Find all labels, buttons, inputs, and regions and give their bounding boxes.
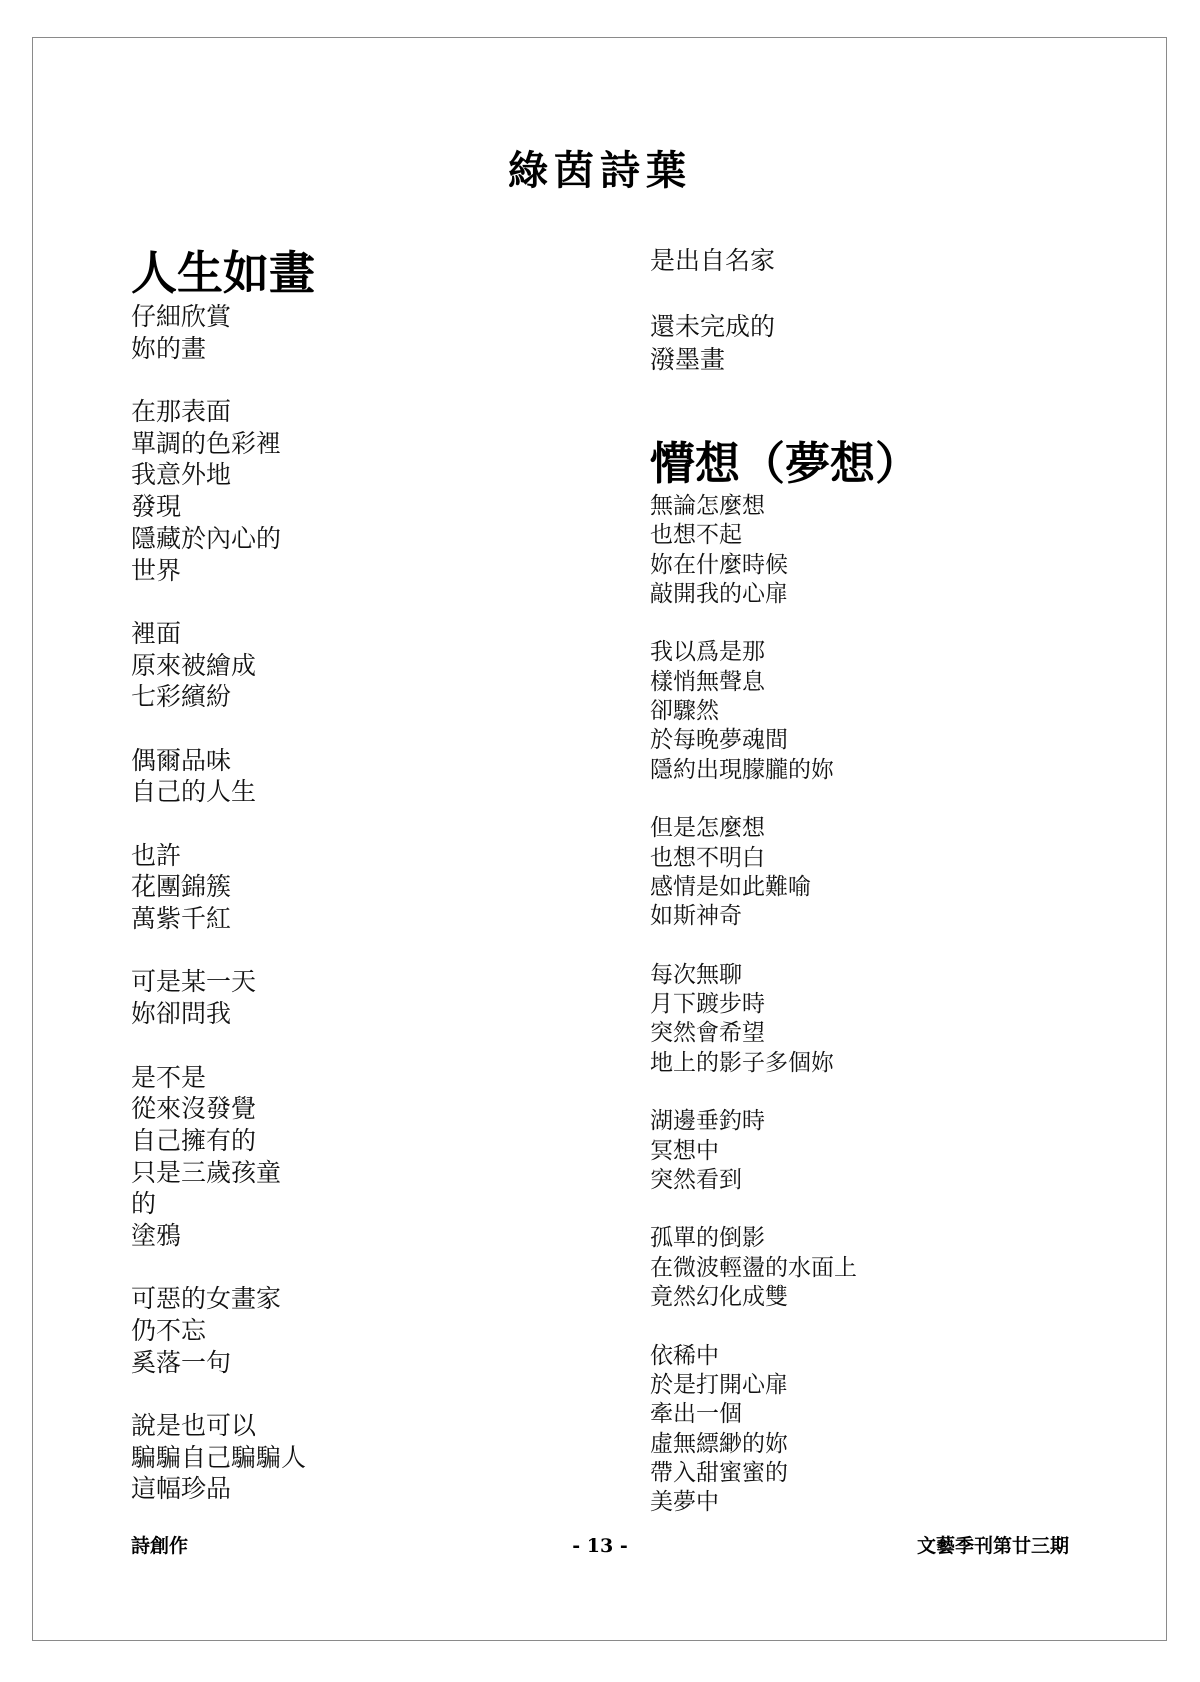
section-title: 綠茵詩葉 (508, 147, 692, 194)
poem-line: 妳卻問我 (131, 999, 232, 1029)
poem-line: 可惡的女畫家 (131, 1284, 282, 1314)
poem-line: 在那表面 (131, 397, 232, 427)
stanza (650, 961, 1090, 1078)
poem-line: 可是某一天 (131, 967, 257, 997)
left-column (131, 245, 571, 1505)
poem-line: 突然看到 (650, 1166, 742, 1193)
stanza (650, 1342, 1090, 1518)
poem-line: 我以爲是那 (650, 639, 765, 666)
poem-line: 虛無縹緲的妳 (650, 1430, 788, 1457)
poem-line: 冥想中 (650, 1137, 719, 1164)
poem-line: 是不是 (131, 1062, 207, 1092)
poem-line: 仔細欣賞 (131, 302, 232, 331)
poem-line: 自己擁有的 (131, 1125, 257, 1155)
footer-publication: 文藝季刊第廿三期 (916, 1535, 1069, 1557)
poem-line: 無論怎麼想 (650, 493, 765, 519)
poem-line: 敲開我的心扉 (650, 580, 788, 607)
poem-line: 從來沒發覺 (131, 1094, 257, 1124)
stanza (131, 840, 571, 935)
poem-line: 裡面 (131, 618, 182, 648)
stanza (131, 1410, 571, 1505)
stanza (650, 1224, 1090, 1312)
poem-line: 原來被繪成 (131, 650, 257, 680)
poem-title: 人生如畫 (131, 246, 315, 300)
poem-line: 妳在什麼時候 (650, 551, 788, 578)
poem-line: 感情是如此難喻 (650, 873, 811, 900)
stanza (650, 244, 1090, 277)
poem-line: 說是也可以 (131, 1411, 257, 1441)
poem-line: 也想不明白 (650, 844, 765, 871)
poem-line: 也許 (131, 840, 182, 870)
poem-line: 但是怎麼想 (650, 815, 765, 842)
poem-line: 孤單的倒影 (650, 1225, 765, 1252)
poem-line: 地上的影子多個妳 (650, 1049, 834, 1076)
stanza (650, 492, 1090, 609)
poem-line: 花團錦簇 (131, 872, 232, 902)
poem-line: 世界 (131, 555, 182, 585)
footer-category: 詩創作 (131, 1535, 189, 1557)
poem-line: 湖邊垂釣時 (650, 1108, 765, 1135)
poem-line: 仍不忘 (131, 1316, 207, 1345)
poem-line: 塗鴉 (131, 1220, 182, 1250)
poem-line: 潑墨畫 (650, 344, 726, 374)
poem-line: 卻驟然 (650, 698, 719, 725)
poem-line: 偶爾品味 (131, 745, 232, 775)
right-column-poem (650, 436, 1090, 1517)
poem-line: 七彩繽紛 (131, 682, 232, 712)
stanza (650, 814, 1090, 931)
stanza (131, 966, 571, 1029)
poem-line: 月下踱步時 (650, 991, 765, 1018)
poem-line: 萬紫千紅 (131, 904, 232, 934)
poem-line: 依稀中 (650, 1342, 719, 1369)
stanza (650, 638, 1090, 784)
poem-line: 奚落一句 (131, 1347, 232, 1377)
poem-line: 這幅珍品 (131, 1474, 232, 1504)
poem-line: 隱約出現朦朧的妳 (650, 756, 834, 783)
poem-line: 如斯神奇 (650, 903, 742, 930)
poem-line: 隱藏於內心的 (131, 523, 282, 553)
poem-line: 於每晚夢魂間 (650, 727, 788, 754)
stanza (131, 1062, 571, 1252)
poem-line: 我意外地 (131, 460, 232, 490)
poem-continuation (650, 244, 1090, 376)
poem-line: 於是打開心扉 (650, 1371, 788, 1398)
page-number: - 13 - (572, 1535, 628, 1557)
stanza (131, 745, 571, 808)
poem-line: 竟然幻化成雙 (650, 1284, 788, 1311)
poem-line: 妳的畫 (131, 333, 207, 363)
poem-line: 美夢中 (650, 1489, 719, 1516)
poem-line: 在微波輕盪的水面上 (650, 1254, 857, 1281)
poem-line: 帶入甜蜜蜜的 (650, 1459, 788, 1486)
poem-line: 騙騙自己騙騙人 (131, 1442, 307, 1472)
poem-body (650, 492, 1090, 1517)
poem-line: 每次無聊 (650, 961, 742, 988)
poem-line: 樣悄無聲息 (650, 668, 765, 695)
poem-line: 的 (131, 1189, 157, 1219)
stanza (650, 310, 1090, 376)
poem-body (131, 301, 571, 1505)
poem-line: 單調的色彩裡 (131, 428, 282, 458)
stanza (131, 301, 571, 364)
poem-line: 還未完成的 (650, 311, 776, 341)
stanza (650, 1107, 1090, 1195)
poem-line: 也想不起 (650, 522, 742, 549)
stanza (131, 1283, 571, 1378)
poem-line: 是出自名家 (650, 245, 776, 275)
stanza (131, 618, 571, 713)
poem-line: 牽出一個 (650, 1401, 742, 1428)
poem-title: 懵想（夢想） (650, 437, 921, 490)
poem-line: 發現 (131, 492, 182, 522)
poem-line: 只是三歲孩童 (131, 1157, 282, 1187)
poem-line: 自己的人生 (131, 777, 257, 807)
stanza (131, 396, 571, 586)
poem-line: 突然會希望 (650, 1020, 765, 1047)
